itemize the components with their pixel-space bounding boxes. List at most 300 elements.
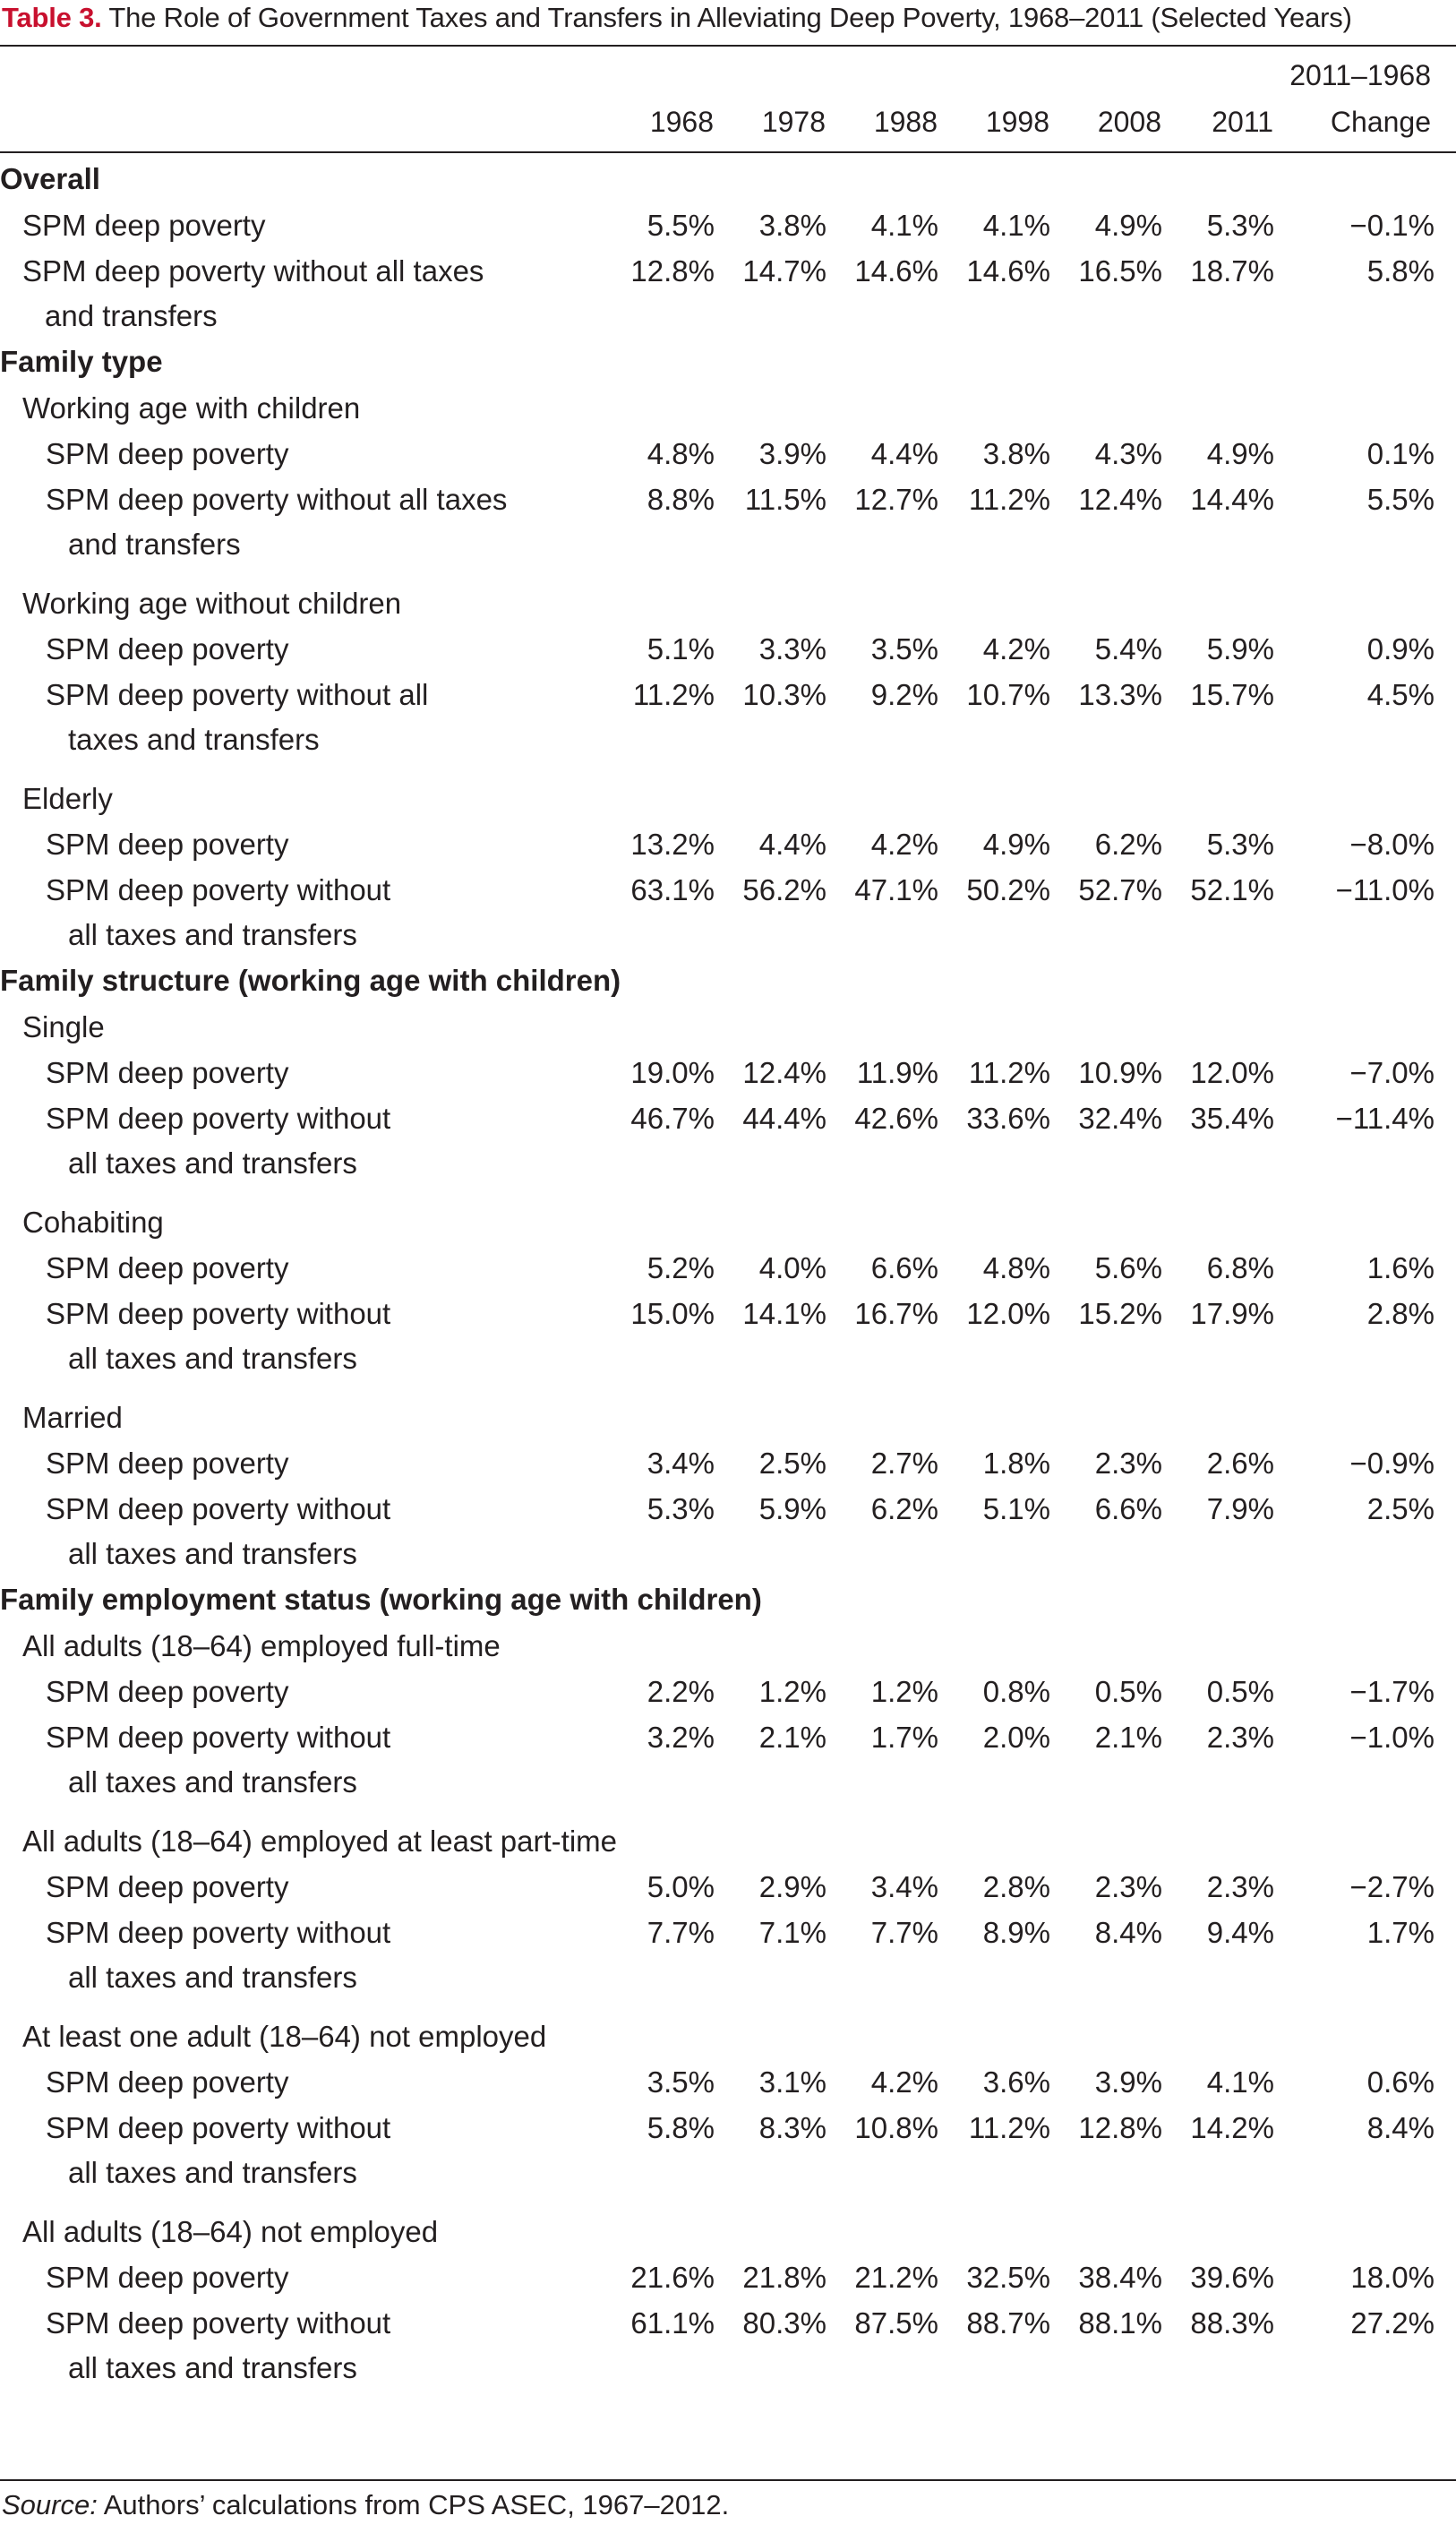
table-number: Table 3.: [2, 2, 102, 33]
value-cell: 18.7%: [1190, 254, 1274, 288]
value-cell: 52.7%: [1078, 873, 1162, 906]
row-label-line1: SPM deep poverty: [46, 1870, 289, 1903]
group-label-text: Working age without children: [22, 587, 402, 620]
value-cell: 21.2%: [854, 2261, 938, 2294]
row-end-pad: [1435, 249, 1456, 339]
change-cell: −7.0%: [1349, 1056, 1435, 1089]
change-cell: −1.7%: [1349, 1675, 1435, 1708]
change-cell: 0.1%: [1366, 437, 1435, 470]
row-label: [0, 431, 580, 477]
section-title: Family structure (working age with children): [0, 964, 621, 997]
row-label: [0, 249, 580, 339]
value-cell: 8.3%: [758, 2111, 826, 2144]
value-cell: 2.3%: [1206, 1870, 1274, 1903]
row-end-pad: [1435, 431, 1456, 477]
value-cell: 3.2%: [647, 1721, 715, 1754]
value-cell: 2.3%: [1094, 1870, 1162, 1903]
table-row: [0, 1096, 1456, 1186]
year-header: 1978: [761, 106, 826, 138]
row-label-line2: all taxes and transfers: [68, 1537, 357, 1570]
group-row: [0, 567, 1456, 626]
change-cell: 0.6%: [1366, 2065, 1435, 2099]
group-row: [0, 762, 1456, 821]
value-cell: 2.6%: [1206, 1447, 1274, 1480]
group-label-text: All adults (18–64) employed full-time: [22, 1629, 501, 1662]
value-cell: 5.3%: [1206, 828, 1274, 861]
row-label-line1: SPM deep poverty without all taxes: [22, 254, 484, 288]
top-rule: [0, 45, 1456, 47]
value-cell: 14.2%: [1190, 2111, 1274, 2144]
value-cell: 1.8%: [982, 1447, 1050, 1480]
value-cell: 4.0%: [758, 1251, 826, 1284]
row-label: [0, 626, 580, 673]
value-cell: 2.2%: [647, 1675, 715, 1708]
value-cell: 5.9%: [758, 1492, 826, 1525]
value-cell: 19.0%: [630, 1056, 715, 1089]
row-label: [0, 821, 580, 868]
year-header: 1968: [649, 106, 714, 138]
table-row: [0, 1050, 1456, 1096]
value-cell: 11.2%: [968, 483, 1050, 516]
group-label: [0, 1004, 1456, 1050]
value-cell: 10.9%: [1078, 1056, 1162, 1089]
value-cell: 13.3%: [1078, 678, 1162, 711]
row-end-pad: [1435, 1910, 1456, 2000]
row-end-pad: [1435, 1487, 1456, 1576]
value-cell: 5.3%: [647, 1492, 715, 1525]
table-row: [0, 202, 1456, 249]
value-cell: 35.4%: [1190, 1102, 1274, 1135]
value-cell: 5.3%: [1206, 209, 1274, 242]
row-label: [0, 1715, 580, 1805]
value-cell: 15.7%: [1190, 678, 1274, 711]
value-cell: 3.9%: [1094, 2065, 1162, 2099]
row-end-pad: [1435, 477, 1456, 567]
row-label: [0, 1669, 580, 1715]
row-label-line1: SPM deep poverty without: [46, 873, 391, 906]
value-cell: 21.6%: [630, 2261, 715, 2294]
year-header: 1998: [985, 106, 1049, 138]
value-cell: 0.5%: [1206, 1675, 1274, 1708]
row-label-line2: and transfers: [68, 528, 241, 561]
value-cell: 4.4%: [758, 828, 826, 861]
source-text: Authors’ calculations from CPS ASEC, 1967–2012.: [97, 2489, 730, 2520]
value-cell: 11.2%: [632, 678, 715, 711]
table-row: [0, 1440, 1456, 1487]
value-cell: 11.5%: [744, 483, 826, 516]
value-cell: 12.8%: [630, 254, 715, 288]
row-label: [0, 2059, 580, 2106]
row-label-line1: SPM deep poverty: [22, 209, 266, 242]
group-label: [0, 1381, 1456, 1440]
row-label: [0, 1245, 580, 1292]
row-label-line1: SPM deep poverty: [46, 2065, 289, 2099]
table-row: [0, 626, 1456, 673]
value-cell: 12.4%: [1078, 483, 1162, 516]
change-cell: 5.8%: [1366, 254, 1435, 288]
row-label-line2: all taxes and transfers: [68, 1146, 357, 1180]
value-cell: 1.2%: [870, 1675, 938, 1708]
value-cell: 8.9%: [982, 1916, 1050, 1949]
change-cell: 27.2%: [1350, 2306, 1435, 2340]
section-row: [0, 156, 1456, 202]
group-row: [0, 385, 1456, 431]
value-cell: 3.9%: [758, 437, 826, 470]
value-cell: 80.3%: [742, 2306, 826, 2340]
value-cell: 12.4%: [742, 1056, 826, 1089]
change-cell: 8.4%: [1366, 2111, 1435, 2144]
change-header-top: 2011–1968: [1289, 59, 1431, 91]
table-row: [0, 1669, 1456, 1715]
value-cell: 13.2%: [630, 828, 715, 861]
bottom-rule: [0, 2479, 1456, 2481]
table-row: [0, 1864, 1456, 1910]
value-cell: 12.0%: [1190, 1056, 1274, 1089]
row-label-line1: SPM deep poverty without: [46, 1297, 391, 1330]
table-row: [0, 1245, 1456, 1292]
value-cell: 3.5%: [647, 2065, 715, 2099]
row-label-line1: SPM deep poverty: [46, 1056, 289, 1089]
value-cell: 9.2%: [870, 678, 938, 711]
row-end-pad: [1435, 1050, 1456, 1096]
row-end-pad: [1435, 1096, 1456, 1186]
value-cell: 0.5%: [1094, 1675, 1162, 1708]
value-cell: 44.4%: [742, 1102, 826, 1135]
value-cell: 3.4%: [647, 1447, 715, 1480]
table-row: [0, 821, 1456, 868]
group-label-text: Married: [22, 1401, 123, 1434]
value-cell: 4.3%: [1094, 437, 1162, 470]
table-row: [0, 2301, 1456, 2391]
row-label-line2: all taxes and transfers: [68, 1765, 357, 1799]
value-cell: 39.6%: [1190, 2261, 1274, 2294]
value-cell: 4.9%: [1206, 437, 1274, 470]
source-label: Source:: [2, 2489, 98, 2520]
row-end-pad: [1435, 2301, 1456, 2391]
section-title: Family employment status (working age with children): [0, 1583, 762, 1616]
table-row: [0, 2254, 1456, 2301]
value-cell: 2.7%: [870, 1447, 938, 1480]
row-label-line1: SPM deep poverty: [46, 632, 289, 665]
value-cell: 50.2%: [966, 873, 1050, 906]
table-row: [0, 1292, 1456, 1381]
change-cell: −8.0%: [1349, 828, 1435, 861]
year-header: 2011: [1212, 106, 1273, 138]
year-header: 1988: [873, 106, 938, 138]
value-cell: 6.2%: [870, 1492, 938, 1525]
value-cell: 3.4%: [870, 1870, 938, 1903]
row-label: [0, 2301, 580, 2391]
value-cell: 7.1%: [758, 1916, 826, 1949]
row-label-line1: SPM deep poverty: [46, 2261, 289, 2294]
group-label: [0, 1805, 1456, 1864]
table-row: [0, 673, 1456, 762]
row-label: [0, 1487, 580, 1576]
value-cell: 14.4%: [1190, 483, 1274, 516]
value-cell: 1.7%: [870, 1721, 938, 1754]
value-cell: 10.3%: [742, 678, 826, 711]
change-cell: 2.8%: [1366, 1297, 1435, 1330]
group-row: [0, 2000, 1456, 2059]
value-cell: 4.1%: [1206, 2065, 1274, 2099]
value-cell: 7.7%: [647, 1916, 715, 1949]
value-cell: 6.2%: [1094, 828, 1162, 861]
value-cell: 2.3%: [1206, 1721, 1274, 1754]
row-label: [0, 477, 580, 567]
value-cell: 4.4%: [870, 437, 938, 470]
row-label: [0, 868, 580, 957]
row-label-line2: all taxes and transfers: [68, 918, 357, 951]
row-end-pad: [1435, 2254, 1456, 2301]
row-label-line1: SPM deep poverty without: [46, 1102, 391, 1135]
data-table: [0, 156, 1456, 2391]
value-cell: 6.6%: [1094, 1492, 1162, 1525]
row-end-pad: [1435, 1245, 1456, 1292]
table-row: [0, 2106, 1456, 2195]
value-cell: 15.0%: [630, 1297, 715, 1330]
group-label: [0, 385, 1456, 431]
value-cell: 4.8%: [647, 437, 715, 470]
row-label-line2: all taxes and transfers: [68, 2156, 357, 2189]
value-cell: 10.7%: [966, 678, 1050, 711]
change-cell: 18.0%: [1350, 2261, 1435, 2294]
value-cell: 14.1%: [742, 1297, 826, 1330]
row-end-pad: [1435, 673, 1456, 762]
row-label-line1: SPM deep poverty without all taxes: [46, 483, 508, 516]
value-cell: 4.9%: [1094, 209, 1162, 242]
value-cell: 4.2%: [982, 632, 1050, 665]
row-label: [0, 1440, 580, 1487]
value-cell: 7.7%: [870, 1916, 938, 1949]
value-cell: 4.2%: [870, 828, 938, 861]
row-end-pad: [1435, 626, 1456, 673]
row-end-pad: [1435, 2059, 1456, 2106]
section-title: Overall: [0, 162, 100, 195]
value-cell: 12.7%: [854, 483, 938, 516]
group-label-text: Single: [22, 1010, 105, 1043]
row-label-line2: all taxes and transfers: [68, 2351, 357, 2384]
value-cell: 87.5%: [854, 2306, 938, 2340]
value-cell: 2.9%: [758, 1870, 826, 1903]
row-end-pad: [1435, 821, 1456, 868]
change-cell: −2.7%: [1349, 1870, 1435, 1903]
group-label-text: Working age with children: [22, 391, 361, 425]
row-label: [0, 202, 580, 249]
row-label: [0, 1096, 580, 1186]
value-cell: 3.3%: [758, 632, 826, 665]
row-label-line2: all taxes and transfers: [68, 1961, 357, 1994]
change-cell: 1.7%: [1366, 1916, 1435, 1949]
row-label-line1: SPM deep poverty: [46, 1251, 289, 1284]
row-label: [0, 2106, 580, 2195]
row-label-line1: SPM deep poverty without all: [46, 678, 429, 711]
value-cell: 5.1%: [647, 632, 715, 665]
value-cell: 12.8%: [1078, 2111, 1162, 2144]
table-caption: [2, 0, 1352, 36]
value-cell: 11.2%: [968, 1056, 1050, 1089]
group-row: [0, 1381, 1456, 1440]
value-cell: 47.1%: [854, 873, 938, 906]
value-cell: 2.0%: [982, 1721, 1050, 1754]
value-cell: 8.8%: [647, 483, 715, 516]
source-note: [2, 2487, 729, 2523]
value-cell: 10.8%: [854, 2111, 938, 2144]
row-end-pad: [1435, 868, 1456, 957]
section-row: [0, 339, 1456, 385]
table-row: [0, 868, 1456, 957]
change-cell: 2.5%: [1366, 1492, 1435, 1525]
value-cell: 4.1%: [982, 209, 1050, 242]
value-cell: 8.4%: [1094, 1916, 1162, 1949]
row-label: [0, 2254, 580, 2301]
section-row: [0, 1576, 1456, 1623]
row-label-line1: SPM deep poverty: [46, 1447, 289, 1480]
row-label: [0, 673, 580, 762]
row-end-pad: [1435, 1864, 1456, 1910]
value-cell: 33.6%: [966, 1102, 1050, 1135]
value-cell: 12.0%: [966, 1297, 1050, 1330]
value-cell: 14.7%: [742, 254, 826, 288]
value-cell: 5.6%: [1094, 1251, 1162, 1284]
group-label-text: Elderly: [22, 782, 113, 815]
group-label-text: At least one adult (18–64) not employed: [22, 2020, 547, 2053]
year-header: 2008: [1097, 106, 1161, 138]
value-cell: 5.5%: [647, 209, 715, 242]
value-cell: 2.1%: [1094, 1721, 1162, 1754]
value-cell: 3.6%: [982, 2065, 1050, 2099]
table-row: [0, 1910, 1456, 2000]
group-row: [0, 1623, 1456, 1669]
row-end-pad: [1435, 202, 1456, 249]
row-label-line2: taxes and transfers: [68, 723, 320, 756]
row-label-line1: SPM deep poverty without: [46, 1721, 391, 1754]
value-cell: 5.0%: [647, 1870, 715, 1903]
table-row: [0, 1487, 1456, 1576]
value-cell: 46.7%: [630, 1102, 715, 1135]
value-cell: 42.6%: [854, 1102, 938, 1135]
value-cell: 5.8%: [647, 2111, 715, 2144]
value-cell: 9.4%: [1206, 1916, 1274, 1949]
value-cell: 11.9%: [856, 1056, 938, 1089]
value-cell: 88.3%: [1190, 2306, 1274, 2340]
header-rule: [0, 151, 1456, 153]
value-cell: 14.6%: [854, 254, 938, 288]
row-label-line2: and transfers: [45, 299, 218, 332]
row-label-line1: SPM deep poverty: [46, 437, 289, 470]
value-cell: 3.8%: [758, 209, 826, 242]
group-row: [0, 1186, 1456, 1245]
value-cell: 2.3%: [1094, 1447, 1162, 1480]
value-cell: 6.6%: [870, 1251, 938, 1284]
value-cell: 32.4%: [1078, 1102, 1162, 1135]
row-label-line1: SPM deep poverty without: [46, 2111, 391, 2144]
value-cell: 3.1%: [758, 2065, 826, 2099]
value-cell: 52.1%: [1190, 873, 1274, 906]
change-cell: 4.5%: [1366, 678, 1435, 711]
value-cell: 5.1%: [982, 1492, 1050, 1525]
value-cell: 15.2%: [1078, 1297, 1162, 1330]
value-cell: 6.8%: [1206, 1251, 1274, 1284]
value-cell: 61.1%: [630, 2306, 715, 2340]
row-end-pad: [1435, 1440, 1456, 1487]
change-cell: 5.5%: [1366, 483, 1435, 516]
group-label-text: Cohabiting: [22, 1206, 164, 1239]
value-cell: 14.6%: [966, 254, 1050, 288]
row-end-pad: [1435, 1715, 1456, 1805]
value-cell: 4.8%: [982, 1251, 1050, 1284]
change-cell: −0.1%: [1349, 209, 1435, 242]
row-label-line1: SPM deep poverty without: [46, 1492, 391, 1525]
table-row: [0, 1715, 1456, 1805]
value-cell: 88.7%: [966, 2306, 1050, 2340]
row-label: [0, 1050, 580, 1096]
change-cell: −0.9%: [1349, 1447, 1435, 1480]
value-cell: 11.2%: [968, 2111, 1050, 2144]
row-label-line2: all taxes and transfers: [68, 1342, 357, 1375]
value-cell: 32.5%: [966, 2261, 1050, 2294]
change-cell: 1.6%: [1366, 1251, 1435, 1284]
table-row: [0, 2059, 1456, 2106]
change-cell: −11.4%: [1335, 1102, 1435, 1135]
value-cell: 7.9%: [1206, 1492, 1274, 1525]
row-end-pad: [1435, 1669, 1456, 1715]
value-cell: 3.5%: [870, 632, 938, 665]
table-row: [0, 431, 1456, 477]
value-cell: 4.1%: [870, 209, 938, 242]
row-label-line1: SPM deep poverty: [46, 828, 289, 861]
value-cell: 0.8%: [982, 1675, 1050, 1708]
group-label: [0, 2195, 1456, 2254]
group-row: [0, 2195, 1456, 2254]
change-cell: 0.9%: [1366, 632, 1435, 665]
group-label: [0, 1623, 1456, 1669]
change-header-bottom: Change: [1330, 106, 1431, 138]
value-cell: 2.8%: [982, 1870, 1050, 1903]
change-cell: −11.0%: [1335, 873, 1435, 906]
row-label: [0, 1910, 580, 2000]
value-cell: 4.9%: [982, 828, 1050, 861]
row-label-line1: SPM deep poverty: [46, 1675, 289, 1708]
row-end-pad: [1435, 1292, 1456, 1381]
value-cell: 5.4%: [1094, 632, 1162, 665]
value-cell: 1.2%: [758, 1675, 826, 1708]
row-label: [0, 1292, 580, 1381]
value-cell: 5.9%: [1206, 632, 1274, 665]
value-cell: 16.7%: [854, 1297, 938, 1330]
value-cell: 17.9%: [1190, 1297, 1274, 1330]
value-cell: 56.2%: [742, 873, 826, 906]
table-title: The Role of Government Taxes and Transfers in Alleviating Deep Poverty, 1968–2011 (Selected Years): [108, 2, 1352, 33]
row-label-line1: SPM deep poverty without: [46, 2306, 391, 2340]
table-row: [0, 477, 1456, 567]
value-cell: 2.5%: [758, 1447, 826, 1480]
value-cell: 3.8%: [982, 437, 1050, 470]
value-cell: 4.2%: [870, 2065, 938, 2099]
group-label: [0, 762, 1456, 821]
change-cell: −1.0%: [1349, 1721, 1435, 1754]
table-row: [0, 249, 1456, 339]
group-row: [0, 1805, 1456, 1864]
section-row: [0, 957, 1456, 1004]
value-cell: 88.1%: [1078, 2306, 1162, 2340]
group-label: [0, 567, 1456, 626]
group-label-text: All adults (18–64) not employed: [22, 2215, 439, 2248]
row-label-line1: SPM deep poverty without: [46, 1916, 391, 1949]
group-label-text: All adults (18–64) employed at least part-time: [22, 1825, 617, 1858]
value-cell: 2.1%: [758, 1721, 826, 1754]
value-cell: 21.8%: [742, 2261, 826, 2294]
group-row: [0, 1004, 1456, 1050]
